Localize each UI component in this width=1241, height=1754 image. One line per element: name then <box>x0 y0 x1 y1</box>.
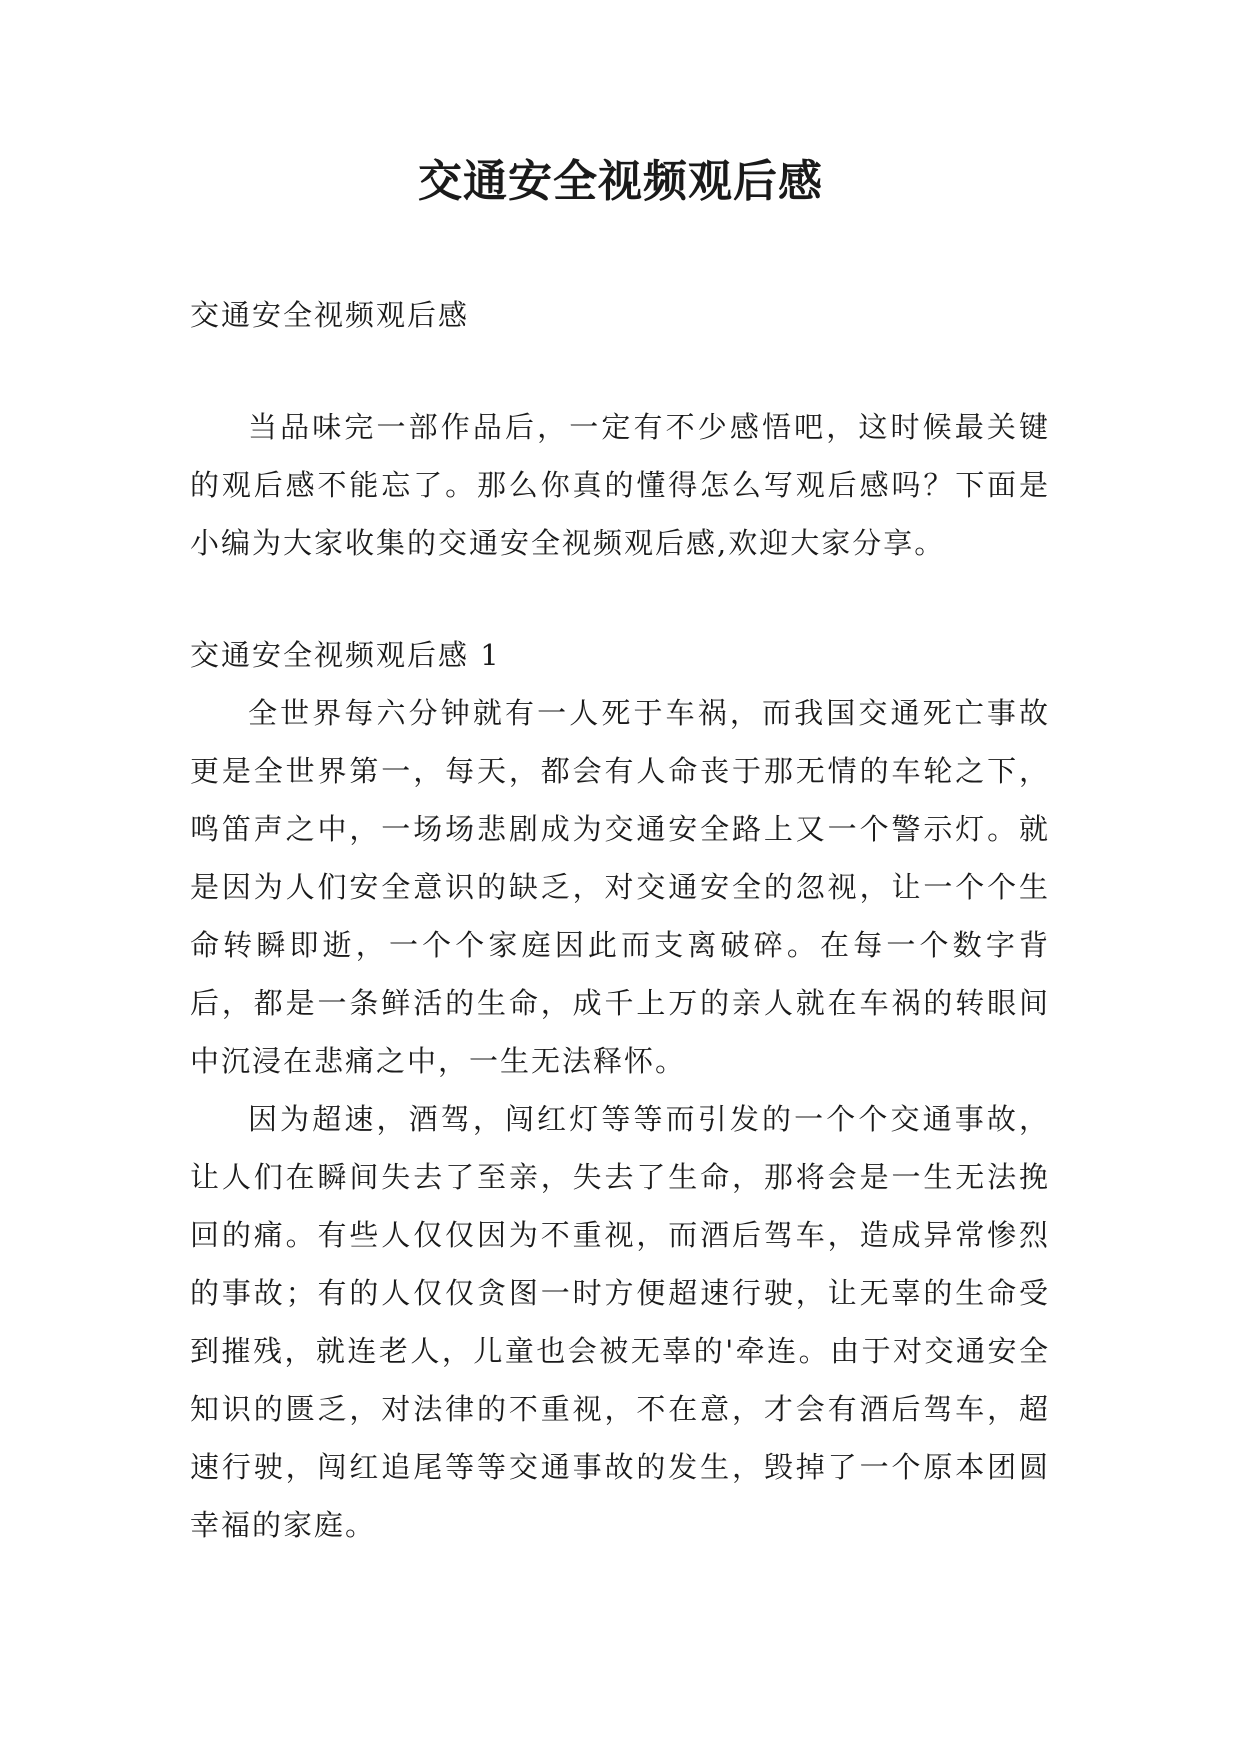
document-subtitle: 交通安全视频观后感 <box>190 298 470 332</box>
body-paragraph: 因为超速，酒驾，闯红灯等等而引发的一个个交通事故，让人们在瞬间失去了至亲，失去了生命，那将会是一生无法挽回的痛。有些人仅仅因为不重视，而酒后驾车，造成异常惨烈的事故；有的人仅仅贪图一时方便超速行驶，让无辜的生命受到摧残，就连老人，儿童也会被无辜的'牵连。由于对交通安全知识的匮乏，对法律的不重视，不在意，才会有酒后驾车，超速行驶，闯红追尾等等交通事故的发生，毁掉了一个原本团圆幸福的家庭。 <box>190 1102 1050 1542</box>
section-heading: 交通安全视频观后感 1 <box>190 638 501 672</box>
body-paragraph: 全世界每六分钟就有一人死于车祸，而我国交通死亡事故更是全世界第一，每天，都会有人命丧于那无情的车轮之下，鸣笛声之中，一场场悲剧成为交通安全路上又一个警示灯。就是因为人们安全意识的缺乏，对交通安全的忽视，让一个个生命转瞬即逝，一个个家庭因此而支离破碎。在每一个数字背后，都是一条鲜活的生命，成千上万的亲人就在车祸的转眼间中沉浸在悲痛之中，一生无法释怀。 <box>190 696 1050 1078</box>
intro-paragraph: 当品味完一部作品后，一定有不少感悟吧，这时候最关键的观后感不能忘了。那么你真的懂得怎么写观后感吗？下面是小编为大家收集的交通安全视频观后感,欢迎大家分享。 <box>190 410 1050 560</box>
document-body <box>190 286 1050 1554</box>
document-title: 交通安全视频观后感 <box>418 156 823 207</box>
